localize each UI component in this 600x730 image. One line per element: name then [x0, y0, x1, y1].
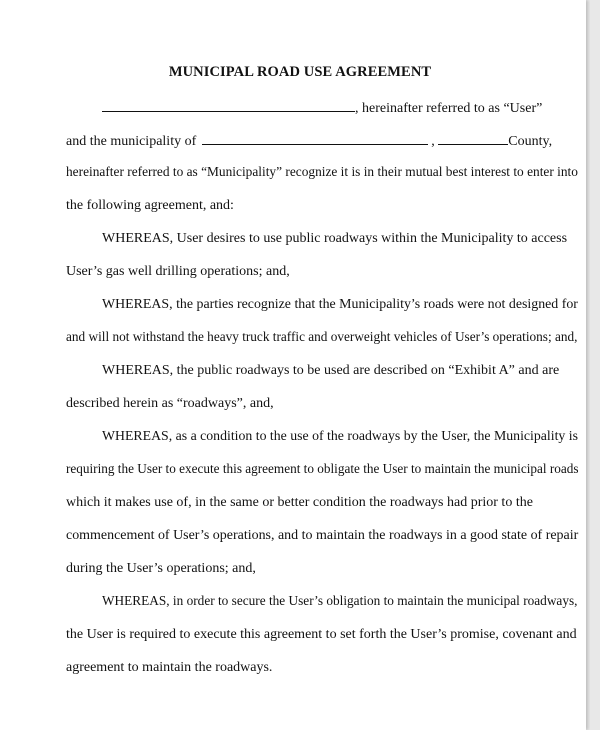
comma-text: ,	[431, 134, 435, 149]
page-margin-gutter	[590, 0, 600, 730]
intro-line-4: the following agreement, and:	[66, 198, 234, 213]
user-name-blank[interactable]	[102, 98, 355, 112]
whereas-4-line-4: commencement of User’s operations, and to maintain the roadways in a good state of repair	[66, 528, 579, 543]
whereas-1-line-2: User’s gas well drilling operations; and,	[66, 264, 290, 279]
whereas-4-line-5: during the User’s operations; and,	[66, 561, 256, 576]
whereas-4-line-2: requiring the User to execute this agreement to obligate the User to maintain the municipal roads	[66, 462, 579, 477]
whereas-5-line-3: agreement to maintain the roadways.	[66, 660, 273, 675]
intro-line-3: hereinafter referred to as “Municipality” recognize it is in their mutual best interest to enter into	[66, 165, 578, 180]
municipality-name-blank[interactable]	[202, 131, 428, 145]
document-title: MUNICIPAL ROAD USE AGREEMENT	[168, 64, 432, 80]
county-name-blank[interactable]	[438, 131, 508, 145]
whereas-3-line-2: described herein as “roadways”, and,	[66, 396, 274, 411]
whereas-5-line-2: the User is required to execute this agreement to set forth the User’s promise, covenant and	[66, 627, 577, 642]
user-suffix-text: , hereinafter referred to as “User”	[355, 101, 543, 116]
whereas-3-line-1: WHEREAS, the public roadways to be used are described on “Exhibit A” and are	[102, 363, 560, 378]
whereas-4-line-1: WHEREAS, as a condition to the use of the roadways by the User, the Municipality is	[102, 429, 578, 444]
municipality-line	[66, 131, 552, 151]
whereas-1-line-1: WHEREAS, User desires to use public roadways within the Municipality to access	[102, 231, 568, 246]
whereas-2-line-1: WHEREAS, the parties recognize that the Municipality’s roads were not designed for	[102, 297, 578, 312]
whereas-5-line-1: WHEREAS, in order to secure the User’s obligation to maintain the municipal roadways,	[102, 594, 578, 609]
user-line	[102, 98, 542, 118]
whereas-2-line-2: and will not withstand the heavy truck traffic and overweight vehicles of User’s operations; and,	[66, 330, 578, 345]
municipality-prefix-text: and the municipality of	[66, 134, 197, 149]
whereas-4-line-3: which it makes use of, in the same or better condition the roadways had prior to the	[66, 495, 533, 510]
county-suffix-text: County,	[508, 134, 553, 149]
